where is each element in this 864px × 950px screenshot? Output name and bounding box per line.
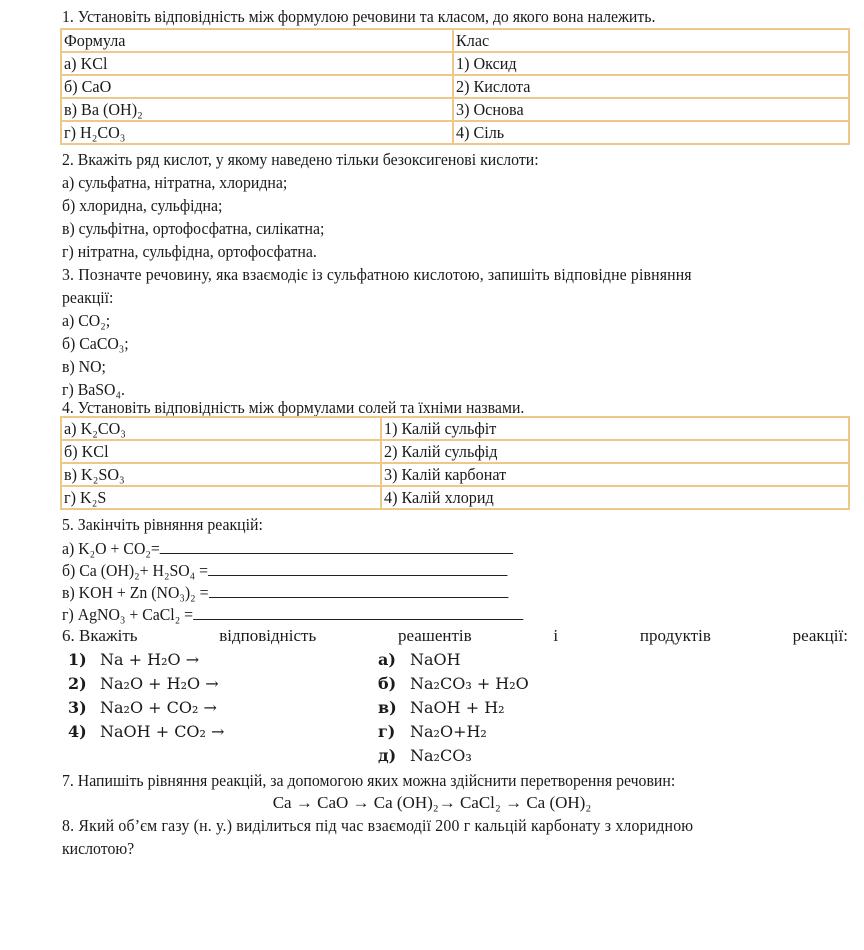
- table-header-row: [61, 29, 849, 52]
- q3-title-cont: реакції:: [62, 288, 114, 307]
- product-b: [378, 672, 529, 696]
- table-cell: [453, 98, 849, 121]
- salt-name: 4) Калій хлорид: [384, 488, 494, 507]
- reagent-text: NaOH + CO₂ →: [100, 722, 225, 741]
- title-word: продуктів: [639, 626, 711, 645]
- q3-option-b: б) CaCO₃;: [62, 334, 129, 353]
- salt-formula: б) KCl: [64, 442, 109, 461]
- q8-text: 8. Який об’єм газу (н. у.) виділиться під час взаємодії 200 г кальцій карбонату з хлоридною: [62, 816, 694, 835]
- product-letter: г): [378, 722, 396, 741]
- table-row: [61, 121, 849, 144]
- q2-option-b: б) хлоридна, сульфідна;: [62, 196, 223, 215]
- q5-equation-d: [62, 603, 523, 626]
- reagent-3: [68, 696, 217, 720]
- equation-text: в) KOH + Zn (NO₃)₂ =: [62, 583, 209, 602]
- q1-table: [60, 28, 850, 145]
- product-text: NaOH + H₂: [410, 698, 505, 717]
- table-row: [61, 440, 849, 463]
- table-cell: [61, 75, 453, 98]
- table-cell: [61, 440, 381, 463]
- q5-equation-b: [62, 559, 508, 582]
- product-a: [378, 648, 461, 672]
- q2-option-a: а) сульфатна, нітратна, хлоридна;: [62, 173, 288, 192]
- class-cell: 1) Оксид: [456, 54, 517, 73]
- product-letter: б): [378, 674, 397, 693]
- q3-title: 3. Позначте речовину, яка взаємодіє із сульфатною кислотою, запишіть відповідне рівняння: [62, 265, 692, 284]
- reagent-text: Na₂O + H₂O →: [100, 674, 219, 693]
- q4-title: 4. Установіть відповідність між формулами солей та їхніми назвами.: [62, 398, 525, 417]
- product-text: Na₂CO₃ + H₂O: [410, 674, 529, 693]
- product-letter: д): [378, 746, 397, 765]
- header-cell: [61, 29, 453, 52]
- table-row: [61, 486, 849, 509]
- equation-text: г) AgNO₃ + CaCl₂ =: [62, 605, 194, 624]
- q5-equation-c: [62, 581, 508, 604]
- q3-option-d: г) BaSO₄.: [62, 380, 125, 399]
- reagent-4: [68, 720, 224, 744]
- q3-option-a: а) CO₂;: [62, 311, 111, 330]
- table-row: [61, 463, 849, 486]
- product-text: NaOH: [410, 650, 461, 669]
- q6-title: [62, 625, 848, 647]
- header-class: Клас: [456, 31, 490, 50]
- table-cell: [61, 52, 453, 75]
- q1-title: 1. Установіть відповідність між формулою речовини та класом, до якого вона належить.: [62, 7, 656, 26]
- answer-blank[interactable]: [208, 559, 507, 576]
- salt-name: 2) Калій сульфід: [384, 442, 498, 461]
- product-text: Na₂O+H₂: [410, 722, 487, 741]
- product-d: [378, 720, 487, 744]
- title-word: реашентів: [397, 626, 472, 645]
- reagent-number: 3): [68, 698, 87, 717]
- class-cell: 2) Кислота: [456, 77, 531, 96]
- title-word: і: [553, 626, 559, 645]
- table-cell: [61, 98, 453, 121]
- q2-option-d: г) нітратна, сульфідна, ортофосфатна.: [62, 242, 317, 261]
- class-cell: 3) Основа: [456, 100, 524, 119]
- formula-cell: в) Ba (OH)₂: [64, 100, 143, 119]
- table-cell: [61, 463, 381, 486]
- q5-title: 5. Закінчіть рівняння реакцій:: [62, 515, 263, 534]
- product-letter: а): [378, 650, 396, 669]
- salt-formula: а) K₂CO₃: [64, 419, 126, 438]
- title-word: реакції:: [792, 626, 848, 645]
- salt-name: 1) Калій сульфіт: [384, 419, 497, 438]
- salt-name: 3) Калій карбонат: [384, 465, 507, 484]
- title-word: відповідність: [219, 626, 317, 645]
- reagent-text: Na + H₂O →: [100, 650, 200, 669]
- q7-title: 7. Напишіть рівняння реакцій, за допомогою яких можна здійснити перетворення речовин:: [62, 771, 676, 790]
- header-formula: Формула: [64, 31, 126, 50]
- table-row: [61, 98, 849, 121]
- formula-cell: а) KCl: [64, 54, 108, 73]
- table-cell: [453, 52, 849, 75]
- answer-blank[interactable]: [193, 603, 523, 620]
- table-cell: [453, 75, 849, 98]
- table-cell: [381, 440, 849, 463]
- product-e: [378, 744, 472, 768]
- product-letter: в): [378, 698, 397, 717]
- class-cell: 4) Сіль: [456, 123, 505, 142]
- product-text: Na₂CO₃: [410, 746, 472, 765]
- q3-option-c: в) NO;: [62, 357, 106, 376]
- title-word: 6. Вкажіть: [62, 626, 138, 645]
- q2-option-c: в) сульфітна, ортофосфатна, силікатна;: [62, 219, 325, 238]
- reagent-text: Na₂O + CO₂ →: [100, 698, 217, 717]
- q2-title: 2. Вкажіть ряд кислот, у якому наведено тільки безоксигенові кислоти:: [62, 150, 539, 169]
- salt-formula: в) K₂SO₃: [64, 465, 125, 484]
- q5-equation-a: [62, 537, 513, 560]
- table-cell: [61, 121, 453, 144]
- answer-blank[interactable]: [160, 537, 513, 554]
- table-cell: [381, 417, 849, 440]
- table-cell: [61, 417, 381, 440]
- equation-text: б) Ca (OH)₂+ H₂SO₄ =: [62, 561, 209, 580]
- q8-text-cont: кислотою?: [62, 839, 135, 858]
- formula-cell: г) H₂CO₃: [64, 123, 126, 142]
- table-row: [61, 417, 849, 440]
- table-cell: [453, 121, 849, 144]
- table-cell: [381, 463, 849, 486]
- table-cell: [381, 486, 849, 509]
- reagent-number: 2): [68, 674, 87, 693]
- formula-cell: б) CaO: [64, 77, 112, 96]
- header-cell: [453, 29, 849, 52]
- product-c: [378, 696, 505, 720]
- answer-blank[interactable]: [209, 581, 508, 598]
- table-row: [61, 52, 849, 75]
- table-cell: [61, 486, 381, 509]
- reagent-1: [68, 648, 199, 672]
- table-row: [61, 75, 849, 98]
- reagent-2: [68, 672, 219, 696]
- equation-text: а) K₂O + CO₂=: [62, 539, 160, 558]
- reagent-number: 1): [68, 650, 87, 669]
- q7-chain: Ca → CaO → Ca (OH)₂→ CaCl₂ → Ca (OH)₂: [272, 793, 592, 812]
- reagent-number: 4): [68, 722, 87, 741]
- salt-formula: г) K₂S: [64, 488, 107, 507]
- q4-table: [60, 416, 850, 510]
